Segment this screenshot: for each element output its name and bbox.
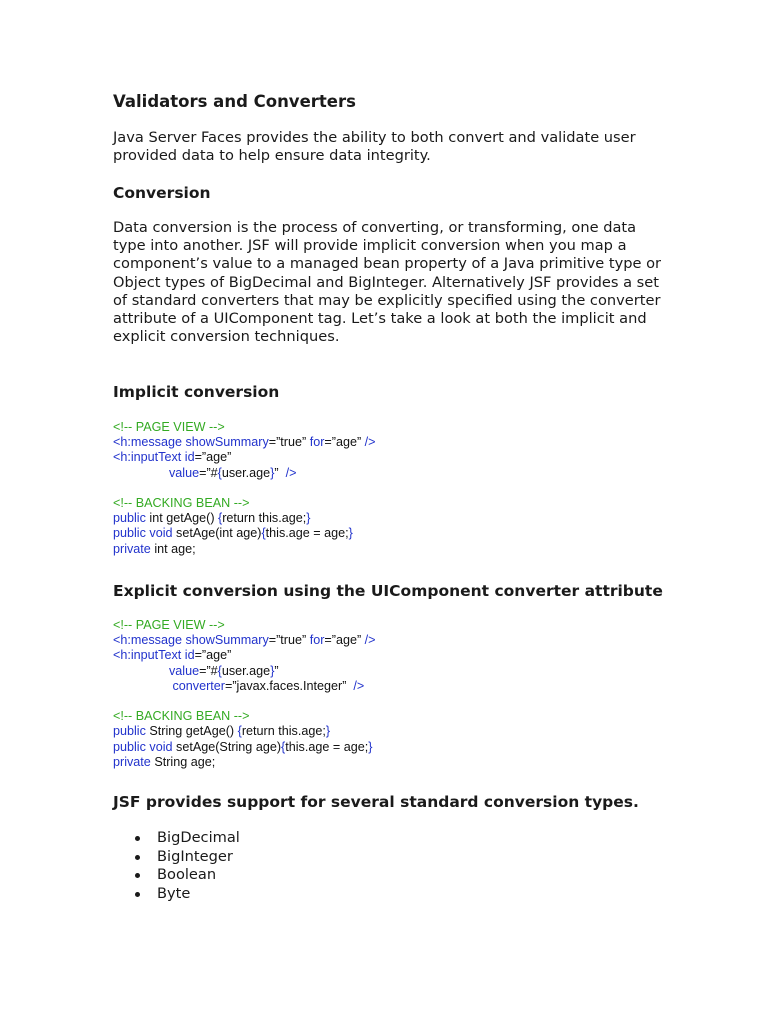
code-token: /> — [364, 633, 376, 648]
code-token: showSummary — [185, 435, 269, 450]
conversion-types-list — [135, 829, 240, 903]
list-item — [135, 848, 240, 867]
code-line — [113, 648, 376, 663]
code-token: private — [113, 541, 155, 556]
page-title: Validators and Converters — [113, 92, 356, 111]
code-token: public — [113, 724, 150, 739]
code-token: String age; — [154, 754, 216, 769]
code-line — [113, 633, 376, 648]
code-line — [113, 679, 376, 694]
code-token: for — [309, 435, 325, 450]
bullet-icon — [135, 873, 140, 878]
code-token — [113, 466, 169, 480]
bullet-icon — [135, 836, 140, 841]
code-token: id — [184, 648, 195, 663]
code-line — [113, 511, 376, 526]
code-token: <h:message — [113, 633, 186, 648]
code-line — [113, 542, 376, 557]
code-token: value — [168, 465, 200, 480]
code-token: =”# — [199, 465, 218, 480]
implicit-conversion-heading: Implicit conversion — [113, 383, 280, 401]
explicit-conversion-heading: Explicit conversion using the UIComponent converter attribute — [113, 582, 663, 600]
code-token: showSummary — [185, 633, 269, 648]
code-token: value — [168, 663, 200, 678]
code-token: <!-- BACKING BEAN --> — [113, 495, 250, 510]
code-token: id — [184, 450, 195, 465]
code-token: { — [217, 465, 222, 480]
code-token: /> — [364, 435, 376, 450]
code-token: <h:message — [113, 435, 186, 450]
bullet-icon — [135, 892, 140, 897]
conversion-heading: Conversion — [113, 184, 211, 202]
code-token — [113, 664, 169, 678]
code-token: { — [261, 526, 266, 541]
code-token: public void — [113, 739, 177, 754]
code-token: /> — [282, 465, 297, 480]
code-line — [113, 466, 376, 481]
code-line — [113, 724, 376, 739]
code-line — [113, 450, 376, 465]
standard-types-heading: JSF provides support for several standard conversion types. — [113, 793, 639, 811]
code-token: setAge(int age) — [176, 526, 262, 541]
code-token: } — [270, 663, 275, 678]
code-token: this.age = age; — [285, 739, 369, 754]
code-token: =”true” — [268, 435, 310, 450]
code-token: <h:inputText — [113, 450, 185, 465]
conversion-paragraph: Data conversion is the process of converting, or transforming, one data type into another. JSF will provide implicit conversion when you map a component’s value to a managed bean property of a Java primitive type or Object types of BigDecimal and BigInteger. Alternatively JSF provides a set of standard converters that may be explicitly specified using the converter attribute of a UIComponent tag. Let’s take a look at both the implicit and explicit conversion techniques. — [113, 219, 662, 346]
code-token: } — [270, 465, 275, 480]
code-token: { — [217, 663, 222, 678]
list-item-label: Boolean — [157, 866, 217, 883]
code-token: } — [325, 724, 331, 739]
code-line — [113, 709, 376, 724]
code-line — [113, 694, 376, 709]
code-token: =”age” — [324, 633, 365, 648]
code-token: <h:inputText — [113, 648, 185, 663]
code-line — [113, 740, 376, 755]
code-token: { — [237, 724, 242, 739]
code-token: setAge(String age) — [176, 739, 282, 754]
code-token: =”javax.faces.Integer” — [224, 678, 350, 693]
code-token: =”true” — [268, 633, 310, 648]
code-line — [113, 664, 376, 679]
list-item-label: BigDecimal — [157, 829, 240, 846]
code-token: return this.age; — [241, 724, 326, 739]
code-line — [113, 496, 376, 511]
explicit-code-block — [113, 618, 376, 770]
list-item-label: Byte — [157, 884, 191, 902]
code-line — [113, 526, 376, 541]
code-token: public — [113, 511, 150, 526]
code-token: <!-- BACKING BEAN --> — [113, 709, 250, 724]
code-line — [113, 481, 376, 496]
code-token: } — [348, 526, 353, 541]
code-token: =”# — [199, 663, 218, 678]
code-line — [113, 755, 376, 770]
code-token: ” — [274, 663, 279, 678]
code-token: /> — [349, 678, 365, 693]
code-token: } — [306, 511, 311, 526]
code-token: String getAge() — [149, 724, 238, 739]
code-line — [113, 420, 376, 435]
code-token: =”age” — [194, 450, 232, 465]
code-token: return this.age; — [222, 511, 307, 526]
code-token: user.age — [221, 663, 271, 678]
code-token: ” — [274, 465, 283, 480]
implicit-code-block — [113, 420, 376, 557]
list-item-label: BigInteger — [157, 847, 233, 865]
code-line — [113, 435, 376, 450]
code-token: } — [368, 739, 373, 754]
code-token: int getAge() — [149, 511, 219, 526]
code-token — [113, 679, 172, 693]
bullet-icon — [135, 855, 140, 860]
code-line — [113, 618, 376, 633]
list-item — [135, 885, 240, 904]
code-token: private — [113, 754, 155, 769]
list-item — [135, 829, 240, 848]
code-token: user.age — [221, 465, 271, 480]
code-token: public void — [113, 526, 177, 541]
code-token: for — [309, 633, 325, 648]
code-token: int age; — [154, 541, 196, 556]
code-token: converter — [172, 678, 225, 693]
code-token: <!-- PAGE VIEW --> — [113, 420, 225, 434]
code-token: this.age = age; — [265, 526, 349, 541]
code-token: =”age” — [324, 435, 365, 450]
intro-paragraph: Java Server Faces provides the ability to both convert and validate user provided data to help ensure data integrity. — [113, 129, 636, 165]
code-token: { — [218, 511, 223, 526]
code-token: =”age” — [194, 648, 232, 663]
list-item — [135, 866, 240, 885]
code-token: { — [281, 739, 286, 754]
code-token: <!-- PAGE VIEW --> — [113, 618, 225, 632]
